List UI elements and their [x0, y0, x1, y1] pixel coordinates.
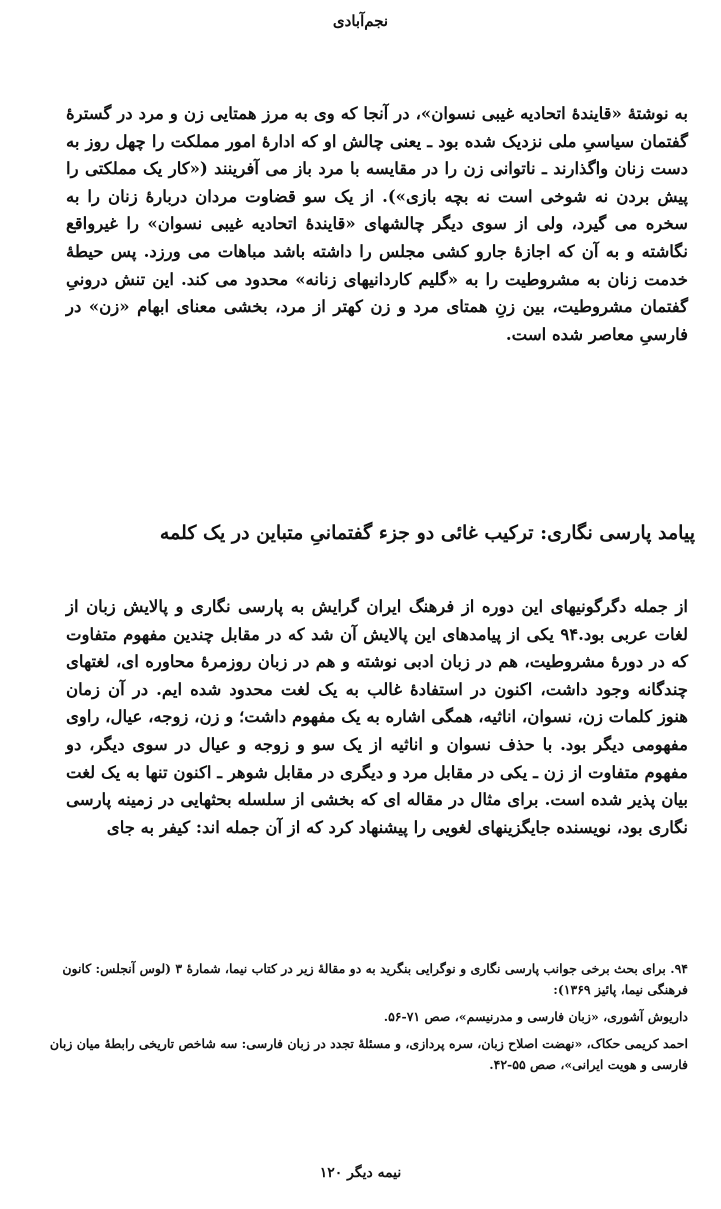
running-head: نجم‌آبادی	[332, 12, 389, 30]
footnotes	[40, 958, 688, 1081]
footnote-94: ۹۴. برای بحث برخی جوانب پارسی نگاری و نوگرایی بنگرید به دو مقالهٔ زیر در کتاب نیما، شمارهٔ ۳ (لوس آنجلس: کانون فرهنگی نیما، پائیز ۱۳۶۹):	[62, 961, 688, 997]
section-title: پیامد پارسی نگاری: ترکیب غائی دو جزء گفتمانیِ متباین در یک کلمه	[159, 522, 695, 544]
footnote-citation-karimi-hakkak: احمد کریمی حکاک، «نهضت اصلاح زبان، سره پردازی، و مسئلهٔ تجدد در زبان فارسی: سه شاخص تاریخی رابطهٔ میان زبان فارسی و هویت ایرانی»، صص ۵۵-۴۲.	[49, 1036, 688, 1072]
footnote-citation-ashouri: داریوش آشوری، «زبان فارسی و مدرنیسم»، صص ۷۱-۵۶.	[383, 1009, 688, 1024]
body-paragraph-2: از جمله دگرگونیهای این دوره از فرهنگ ایران گرایش به پارسی نگاری و پالایش زبان از لغات عربی بود.۹۴ یکی از پیامدهای این پالایش آن شد که در مقابل چندین مفهوم متفاوت که در دورهٔ مشروطیت، هم در زبان ادبی نوشته و هم در زبان روزمرهٔ محاوره ای، لغتهای چندگانه وجود داشت، اکنون در استفادهٔ غالب به یک لغت محدود شده ایم. در آن زمان هنوز کلمات زن، نسوان، اناثیه، همگی اشاره به یک مفهوم داشت؛ و زن، زوجه، عیال، راوی مفهومی دیگر بود. با حذف نسوان و اناثیه از یک سو و زوجه و عیال در سوی دیگر، دو مفهوم متفاوت از زن ـ یکی در مقابل مرد و دیگری در مقابل شوهر ـ اکنون تنها به یک لغت بیان پذیر شده است. برای مثال در مقاله ای که بخشی از سلسله بحثهایی در زمینه پارسی نگاری بود، نویسنده جایگزینهای لغویی را پیشنهاد کرد که از آن جمله اند: کیفر به جای	[66, 597, 688, 837]
page-folio: نیمه دیگر ۱۲۰	[319, 1165, 402, 1181]
body-paragraph-1: به نوشتهٔ «قایندهٔ اتحادیه غیبی نسوان»، در آنجا که وی به مرز همتایی زن و مرد در گسترهٔ گفتمان سیاسیِ ملی نزدیک شده بود ـ یعنی چالش او که ادارهٔ امور مملکت را چهل روز به دست زنان واگذارند ـ ناتوانی زن را در مقایسه با مرد باز می آفرینند («کار یک مملکتی را پیش بردن نه شوخی است نه بچه بازی»). از یک سو قضاوت مردان دربارهٔ زنان را به سخره می گیرد، ولی از سوی دیگر چالشهای «قایندهٔ اتحادیه غیبی نسوان» را غیرواقع نگاشته و به آن که اجازهٔ جارو کشی مجلس را داشته باشد مباهات می ورزد. پس حیطهٔ خدمت زنان به مشروطیت را به «گلیم کاردانیهای زنانه» محدود می کند. این تنش درونیِ گفتمان مشروطیت، بین زنِ همتای مرد و زن کهتر از مرد، بخشی معنای ابهام «زن» در فارسیِ معاصر شده است.	[66, 104, 688, 344]
